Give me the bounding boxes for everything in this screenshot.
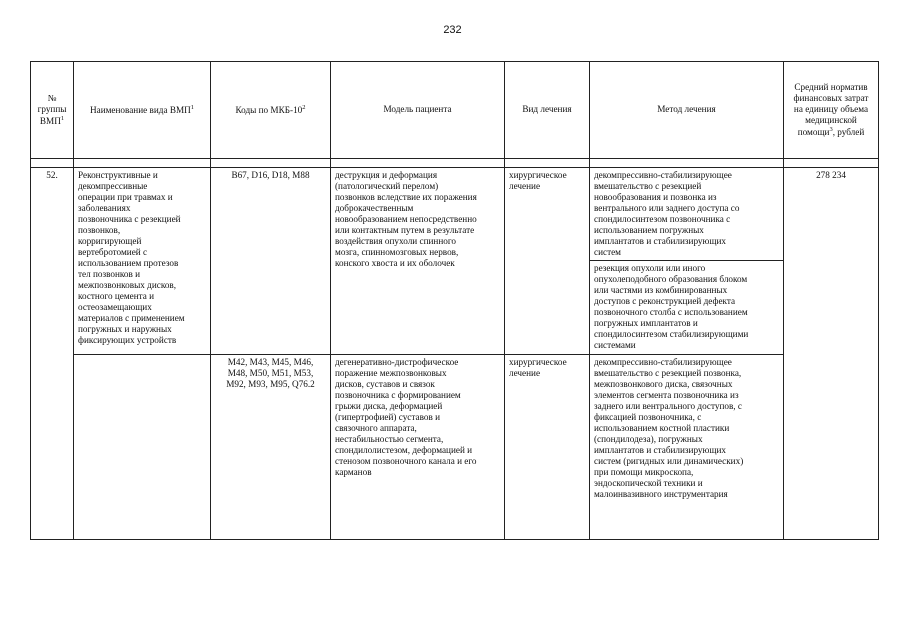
icd-codes: M42, M43, M45, M46, M48, M50, M51, M53, M92, M93, M95, Q76.2 (211, 354, 331, 539)
header-group-no: № группы ВМП$^1$ (31, 62, 74, 159)
header-row (31, 62, 879, 159)
page-number: 232 (443, 24, 462, 36)
header-codes: Коды по МКБ-$10^2$ (211, 62, 331, 159)
header-cost: Средний норматив финансовых затрат на единицу объема медицинской помощи$^3$, рублей (784, 62, 879, 159)
header-model: Модель пациента (331, 62, 505, 159)
treatment-type: хирургическое лечение (505, 354, 590, 539)
vmp-name: Реконструктивные и декомпрессивные операции при травмах и заболеваниях позвоночника с резекцией позвонков, корригирующей вертебротомией с использованием протезов тел позвонков и межпозвонковых дисков, костного цемента и остеозамещающих материалов с применением погружных и наружных фиксирующих устройств (74, 168, 211, 355)
patient-model: дегенеративно-дистрофическое поражение межпозвонковых дисков, суставов и связок позвоночника с формированием грыжи диска, деформацией (гипертрофией) суставов и связочного аппарата, нестабильностью сегмента, спондилолистезом, деформацией и стенозом позвоночного канала и его карманов (331, 354, 505, 539)
vmp-table (30, 61, 879, 540)
icd-codes: B67, D16, D18, M88 (211, 168, 331, 355)
treatment-type: хирургическое лечение (505, 168, 590, 355)
treatment-method: декомпрессивно-стабилизирующее вмешательство с резекцией новообразования и позвонка из вентрального или заднего доступа со спондилосинтезом позвоночника с использованием погружных имплантатов и стабилизирующих систем (590, 168, 784, 261)
header-name: Наименование вида ВМП$^1$ (74, 62, 211, 159)
group-number: 52. (31, 168, 74, 540)
patient-model: деструкция и деформация (патологический перелом) позвонков вследствие их поражения доброкачественным новообразованием непосредственно или контактным путем в результате воздействия опухоли спинного мозга, спинномозговых нервов, конского хвоста и их оболочек (331, 168, 505, 355)
spacer-row (31, 159, 879, 168)
table-row (31, 354, 879, 539)
treatment-method: декомпрессивно-стабилизирующее вмешательство с резекцией позвонка, межпозвонкового диска, связочных элементов сегмента позвоночника из заднего или вентрального доступов, с фиксацией позвоночника, с использованием костной пластики (спондилодеза), погружных имплантатов и стабилизирующих систем (ригидных или динамических) при помощи микроскопа, эндоскопической техники и малоинвазивного инструментария (590, 354, 784, 539)
header-treatment-type: Вид лечения (505, 62, 590, 159)
cost-value: 278 234 (784, 168, 879, 540)
table-row (31, 168, 879, 261)
vmp-name-continued (74, 354, 211, 539)
header-method: Метод лечения (590, 62, 784, 159)
treatment-method: резекция опухоли или иного опухолеподобного образования блоком или частями из комбинированных доступов с реконструкцией дефекта позвоночного столба с использованием погружных имплантатов и спондилосинтезом стабилизирующими системами (590, 261, 784, 354)
